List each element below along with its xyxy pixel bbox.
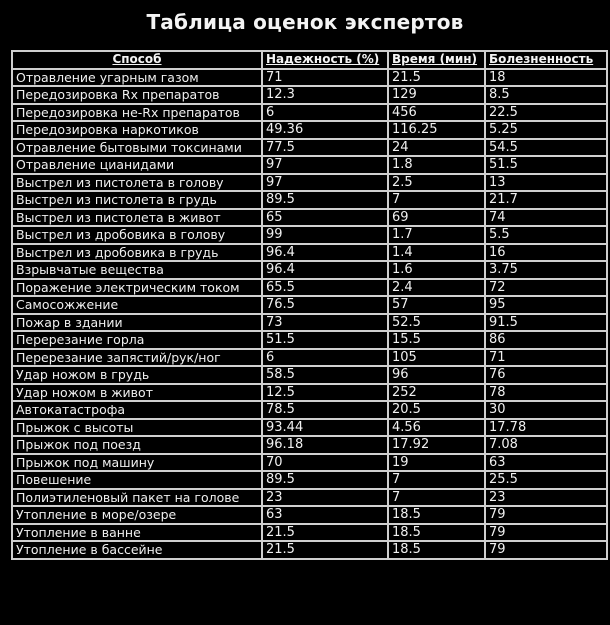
cell-reliability: 97: [262, 156, 388, 174]
cell-reliability: 78.5: [262, 401, 388, 419]
column-header-time: Время (мин): [388, 51, 485, 69]
column-header-pain: Болезненность: [485, 51, 607, 69]
cell-time: 1.6: [388, 261, 485, 279]
cell-reliability: 21.5: [262, 524, 388, 542]
cell-reliability: 21.5: [262, 541, 388, 559]
cell-reliability: 49.36: [262, 121, 388, 139]
table-row: [12, 139, 607, 157]
table-row: [12, 541, 607, 559]
table-row: [12, 436, 607, 454]
table-row: [12, 261, 607, 279]
table-row: [12, 489, 607, 507]
cell-pain: 5.5: [485, 226, 607, 244]
cell-method: Передозировка Rx препаратов: [12, 86, 262, 104]
cell-pain: 17.78: [485, 419, 607, 437]
table-row: [12, 366, 607, 384]
cell-pain: 21.7: [485, 191, 607, 209]
cell-reliability: 77.5: [262, 139, 388, 157]
table-row: [12, 314, 607, 332]
table-row: [12, 226, 607, 244]
cell-method: Выстрел из дробовика в голову: [12, 226, 262, 244]
cell-reliability: 97: [262, 174, 388, 192]
cell-pain: 95: [485, 296, 607, 314]
table-row: [12, 506, 607, 524]
cell-pain: 71: [485, 349, 607, 367]
cell-time: 7: [388, 489, 485, 507]
cell-time: 456: [388, 104, 485, 122]
cell-method: Утопление в море/озере: [12, 506, 262, 524]
table-row: [12, 471, 607, 489]
cell-pain: 16: [485, 244, 607, 262]
cell-reliability: 89.5: [262, 471, 388, 489]
cell-reliability: 65: [262, 209, 388, 227]
cell-reliability: 63: [262, 506, 388, 524]
cell-method: Утопление в ванне: [12, 524, 262, 542]
cell-time: 57: [388, 296, 485, 314]
table-row: [12, 191, 607, 209]
cell-pain: 79: [485, 524, 607, 542]
cell-time: 96: [388, 366, 485, 384]
cell-reliability: 99: [262, 226, 388, 244]
table-row: [12, 454, 607, 472]
cell-method: Перерезание запястий/рук/ног: [12, 349, 262, 367]
cell-method: Полиэтиленовый пакет на голове: [12, 489, 262, 507]
cell-reliability: 51.5: [262, 331, 388, 349]
cell-time: 7: [388, 471, 485, 489]
cell-time: 2.4: [388, 279, 485, 297]
table-row: [12, 121, 607, 139]
cell-reliability: 93.44: [262, 419, 388, 437]
table-row: [12, 401, 607, 419]
table-row: [12, 349, 607, 367]
table-body: [12, 69, 607, 559]
cell-method: Отравление цианидами: [12, 156, 262, 174]
cell-time: 1.8: [388, 156, 485, 174]
cell-method: Взрывчатые вещества: [12, 261, 262, 279]
cell-reliability: 6: [262, 104, 388, 122]
table-header-row: [12, 51, 607, 69]
cell-pain: 51.5: [485, 156, 607, 174]
cell-pain: 63: [485, 454, 607, 472]
cell-pain: 79: [485, 541, 607, 559]
cell-time: 129: [388, 86, 485, 104]
cell-pain: 25.5: [485, 471, 607, 489]
cell-time: 7: [388, 191, 485, 209]
cell-reliability: 23: [262, 489, 388, 507]
cell-reliability: 12.5: [262, 384, 388, 402]
cell-method: Выстрел из пистолета в живот: [12, 209, 262, 227]
cell-time: 252: [388, 384, 485, 402]
cell-pain: 76: [485, 366, 607, 384]
cell-time: 15.5: [388, 331, 485, 349]
cell-pain: 7.08: [485, 436, 607, 454]
cell-method: Самосожжение: [12, 296, 262, 314]
cell-method: Отравление бытовыми токсинами: [12, 139, 262, 157]
cell-method: Передозировка не-Rx препаратов: [12, 104, 262, 122]
cell-method: Выстрел из дробовика в грудь: [12, 244, 262, 262]
cell-time: 105: [388, 349, 485, 367]
cell-reliability: 71: [262, 69, 388, 87]
cell-method: Отравление угарным газом: [12, 69, 262, 87]
page-title: Таблица оценок экспертов: [146, 10, 464, 34]
cell-reliability: 12.3: [262, 86, 388, 104]
cell-method: Прыжок под поезд: [12, 436, 262, 454]
table-row: [12, 384, 607, 402]
cell-time: 21.5: [388, 69, 485, 87]
cell-time: 24: [388, 139, 485, 157]
table-row: [12, 524, 607, 542]
cell-method: Повешение: [12, 471, 262, 489]
cell-pain: 30: [485, 401, 607, 419]
cell-pain: 8.5: [485, 86, 607, 104]
cell-method: Прыжок с высоты: [12, 419, 262, 437]
cell-pain: 91.5: [485, 314, 607, 332]
table-row: [12, 86, 607, 104]
column-header-method: Способ: [12, 51, 262, 69]
cell-pain: 72: [485, 279, 607, 297]
cell-pain: 74: [485, 209, 607, 227]
cell-time: 4.56: [388, 419, 485, 437]
cell-method: Перерезание горла: [12, 331, 262, 349]
cell-pain: 23: [485, 489, 607, 507]
cell-pain: 79: [485, 506, 607, 524]
cell-pain: 13: [485, 174, 607, 192]
cell-reliability: 58.5: [262, 366, 388, 384]
cell-method: Выстрел из пистолета в голову: [12, 174, 262, 192]
table-row: [12, 104, 607, 122]
cell-reliability: 76.5: [262, 296, 388, 314]
cell-method: Автокатастрофа: [12, 401, 262, 419]
cell-time: 52.5: [388, 314, 485, 332]
cell-time: 19: [388, 454, 485, 472]
cell-pain: 3.75: [485, 261, 607, 279]
cell-pain: 5.25: [485, 121, 607, 139]
cell-method: Пожар в здании: [12, 314, 262, 332]
cell-pain: 54.5: [485, 139, 607, 157]
cell-method: Прыжок под машину: [12, 454, 262, 472]
table-row: [12, 279, 607, 297]
cell-pain: 18: [485, 69, 607, 87]
cell-time: 69: [388, 209, 485, 227]
cell-method: Поражение электрическим током: [12, 279, 262, 297]
table-row: [12, 174, 607, 192]
cell-reliability: 6: [262, 349, 388, 367]
table-row: [12, 209, 607, 227]
cell-reliability: 96.4: [262, 244, 388, 262]
cell-time: 1.7: [388, 226, 485, 244]
cell-time: 2.5: [388, 174, 485, 192]
cell-pain: 86: [485, 331, 607, 349]
table-row: [12, 69, 607, 87]
cell-pain: 22.5: [485, 104, 607, 122]
cell-pain: 78: [485, 384, 607, 402]
cell-reliability: 73: [262, 314, 388, 332]
cell-time: 18.5: [388, 541, 485, 559]
table-row: [12, 419, 607, 437]
table-row: [12, 296, 607, 314]
cell-reliability: 89.5: [262, 191, 388, 209]
cell-method: Выстрел из пистолета в грудь: [12, 191, 262, 209]
cell-reliability: 70: [262, 454, 388, 472]
cell-reliability: 65.5: [262, 279, 388, 297]
cell-time: 18.5: [388, 524, 485, 542]
expert-ratings-table: [11, 50, 608, 560]
cell-time: 1.4: [388, 244, 485, 262]
cell-reliability: 96.4: [262, 261, 388, 279]
cell-time: 116.25: [388, 121, 485, 139]
cell-reliability: 96.18: [262, 436, 388, 454]
table-row: [12, 244, 607, 262]
cell-method: Утопление в бассейне: [12, 541, 262, 559]
cell-method: Удар ножом в живот: [12, 384, 262, 402]
column-header-reliability: Надежность (%): [262, 51, 388, 69]
cell-time: 20.5: [388, 401, 485, 419]
table-row: [12, 331, 607, 349]
cell-time: 18.5: [388, 506, 485, 524]
table-row: [12, 156, 607, 174]
cell-time: 17.92: [388, 436, 485, 454]
cell-method: Передозировка наркотиков: [12, 121, 262, 139]
cell-method: Удар ножом в грудь: [12, 366, 262, 384]
